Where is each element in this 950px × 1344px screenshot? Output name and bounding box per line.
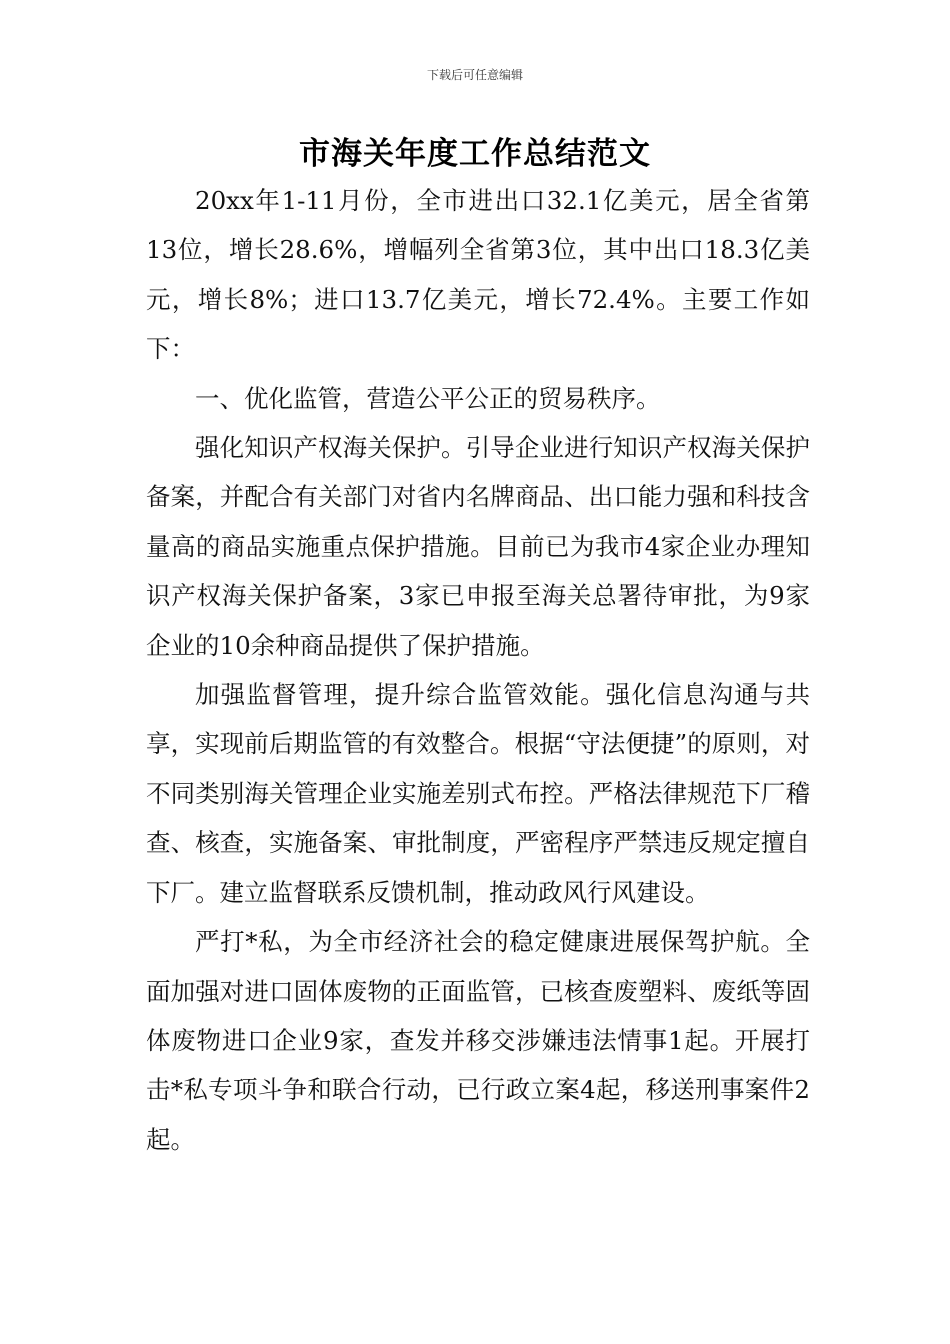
header-note: 下载后可任意编辑 [426,68,523,82]
paragraph-supervision: 加强监督管理，提升综合监管效能。强化信息沟通与共享，实现前后期监管的有效整合。根据“守法便捷”的原则，对不同类别海关管理企业实施差别式布控。严格法律规范下厂稽查、核查，实施备案、审批制度，严密程序严禁违反规定擅自下厂。建立监督联系反馈机制，推动政风行风建设。 [146,680,810,907]
paragraph-anti-smuggling: 严打*私，为全市经济社会的稳定健康进展保驾护航。全面加强对进口固体废物的正面监管，已核查废塑料、废纸等固体废物进口企业9家，查发并移交涉嫌违法情事1起。开展打击*私专项斗争和联合行动，已行政立案4起，移送刑事案件2起。 [146,927,810,1154]
paragraph-ip-protection: 强化知识产权海关保护。引导企业进行知识产权海关保护备案，并配合有关部门对省内名牌商品、出口能力强和科技含量高的商品实施重点保护措施。目前已为我市4家企业办理知识产权海关保护备案，3家已申报至海关总署待审批，为9家企业的10余种商品提供了保护措施。 [146,433,810,660]
document-title: 市海关年度工作总结范文 [299,136,651,172]
section-heading-1: 一、优化监管，营造公平公正的贸易秩序。 [195,383,661,413]
document-body [146,176,810,1164]
paragraph-intro: 20xx年1-11月份，全市进出口32.1亿美元，居全省第13位，增长28.6%，增幅列全省第3位，其中出口18.3亿美元，增长8%；进口13.7亿美元，增长72.4%。主要工作如下： [146,186,810,364]
